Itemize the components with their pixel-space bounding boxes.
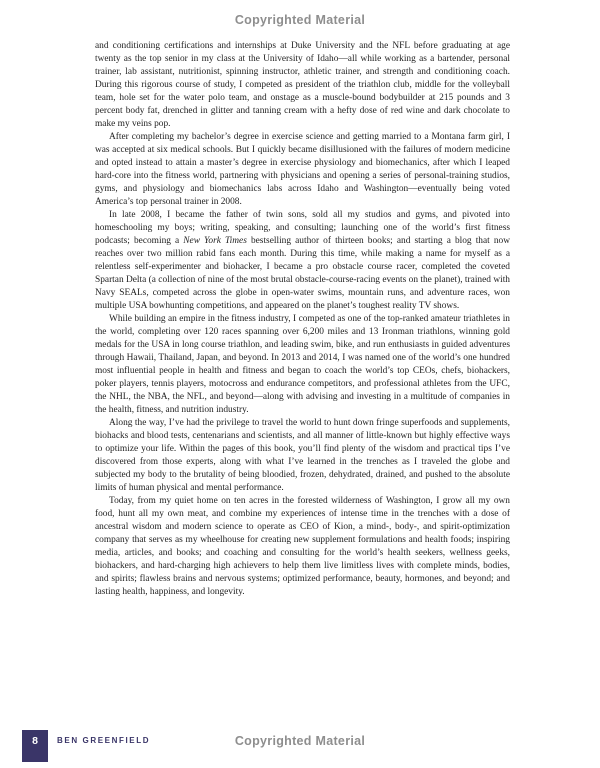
paragraph xyxy=(95,495,510,599)
paragraph xyxy=(95,313,510,417)
running-footer-author: BEN GREENFIELD xyxy=(57,736,151,745)
paragraph-text: Today, from my quiet home on ten acres in the forested wilderness of Washington, I grow all my own food, hunt all my own meat, and combine my experiences of intense time in the trenches with a dose of ancestral wisdom and modern science to operate as CEO of Kion, a mind-, body-, and spirit-optimization company that serves as my wheelhouse for creating new supplement formulations and health foods; inspiring media, articles, and books; and coaching and consulting for the world’s health seekers, wellness geeks, biohackers, and hard-charging high achievers to help them live limitless lives with complete minds, bodies, and spirits; flawless brains and nervous systems; optimized performance, beauty, hormones, and beyond; and lasting health, happiness, and longevity. xyxy=(95,496,510,597)
paragraph-text: bestselling author of thirteen books; and starting a blog that now reaches over two million rabid fans each month. During this time, while making a name for myself as a relentless self-experimenter and biohacker, I became a pro obstacle course racer, completed the coveted Spartan Delta (a collection of nine of the most brutal obstacle-course-racing events on the planet), trained with Navy SEALs, competed across the globe in open-water swims, mountain runs, and adventure races, won multiple USA bowhunting competitions, and appeared on the planet’s toughest reality TV shows. xyxy=(95,236,510,311)
paragraph-text: Along the way, I’ve had the privilege to travel the world to hunt down fringe superfoods and supplements, biohacks and blood tests, centenarians and scientists, and all manner of little-known but highly effective ways to optimize your life. Within the pages of this book, you’ll find plenty of the wisdom and practical tips I’ve discovered from those experts, along with what I’ve learned in the trenches as I traveled the globe and subjected my body to the brutality of being bloodied, frozen, dehydrated, drained, and pushed to the absolute limits of human physical and mental performance. xyxy=(95,418,510,493)
paragraph-text: and conditioning certifications and internships at Duke University and the NFL before graduating at age twenty as the top senior in my class at the University of Idaho—all while working as a bartender, personal trainer, lab assistant, nutritionist, spinning instructor, athletic trainer, and strength and conditioning coach. During this rigorous course of study, I competed as president of the triathlon club, middle for the volleyball team, hole set for the water polo team, and onstage as a muscle-bound bodybuilder at 215 pounds and 3 percent body fat, drenched in glitter and tanning cream with a hefty dose of red wine and dark chocolate to make my veins pop. xyxy=(95,41,510,129)
paragraph-text: While building an empire in the fitness industry, I competed as one of the top-ranked amateur triathletes in the world, completing over 120 races spanning over 6,200 miles and 13 Ironman triathlons, winning gold medals for the USA in long course triathlon, and leading swim, bike, and run enthusiasts in guided adventures through Hawaii, Thailand, Japan, and beyond. In 2013 and 2014, I was named one of the world’s one hundred most influential people in health and fitness and began to coach the world’s top CEOs, chefs, biohackers, poker players, tennis players, motocross and endurance competitors, and professional athletes from the UFC, the NHL, the NBA, the NFL, and beyond—along with advising and investing in a multitude of companies in the health, fitness, and nutrition industry. xyxy=(95,314,510,415)
header-copyright-notice: Copyrighted Material xyxy=(234,13,366,27)
paragraph xyxy=(95,131,510,209)
paragraph xyxy=(95,209,510,313)
paragraph-text: In late 2008, I became the father of twin sons, sold all my studios and gyms, and pivoted into homeschooling my boys; writing, speaking, and consulting; launching one of the world’s first fitness podcasts; becoming a xyxy=(95,210,510,246)
page-number: 8 xyxy=(32,735,38,747)
paragraph-text: After completing my bachelor’s degree in exercise science and getting married to a Montana farm girl, I was accepted at six medical schools. But I quickly became disillusioned with the failures of modern medicine and opted instead to attain a master’s degree in exercise physiology and biomechanics, after which I leaped hard-core into the fitness world, partnering with physicians and opening a series of personal-training studios, gyms, and physiology and biomechanics labs across Idaho and Washington—eventually being voted America’s top personal trainer in 2008. xyxy=(95,132,510,207)
book-title-italic: New York Times xyxy=(183,236,247,246)
paragraph xyxy=(95,417,510,495)
page-body xyxy=(95,40,510,730)
paragraph xyxy=(95,40,510,131)
footer-copyright-notice: Copyrighted Material xyxy=(234,734,366,748)
